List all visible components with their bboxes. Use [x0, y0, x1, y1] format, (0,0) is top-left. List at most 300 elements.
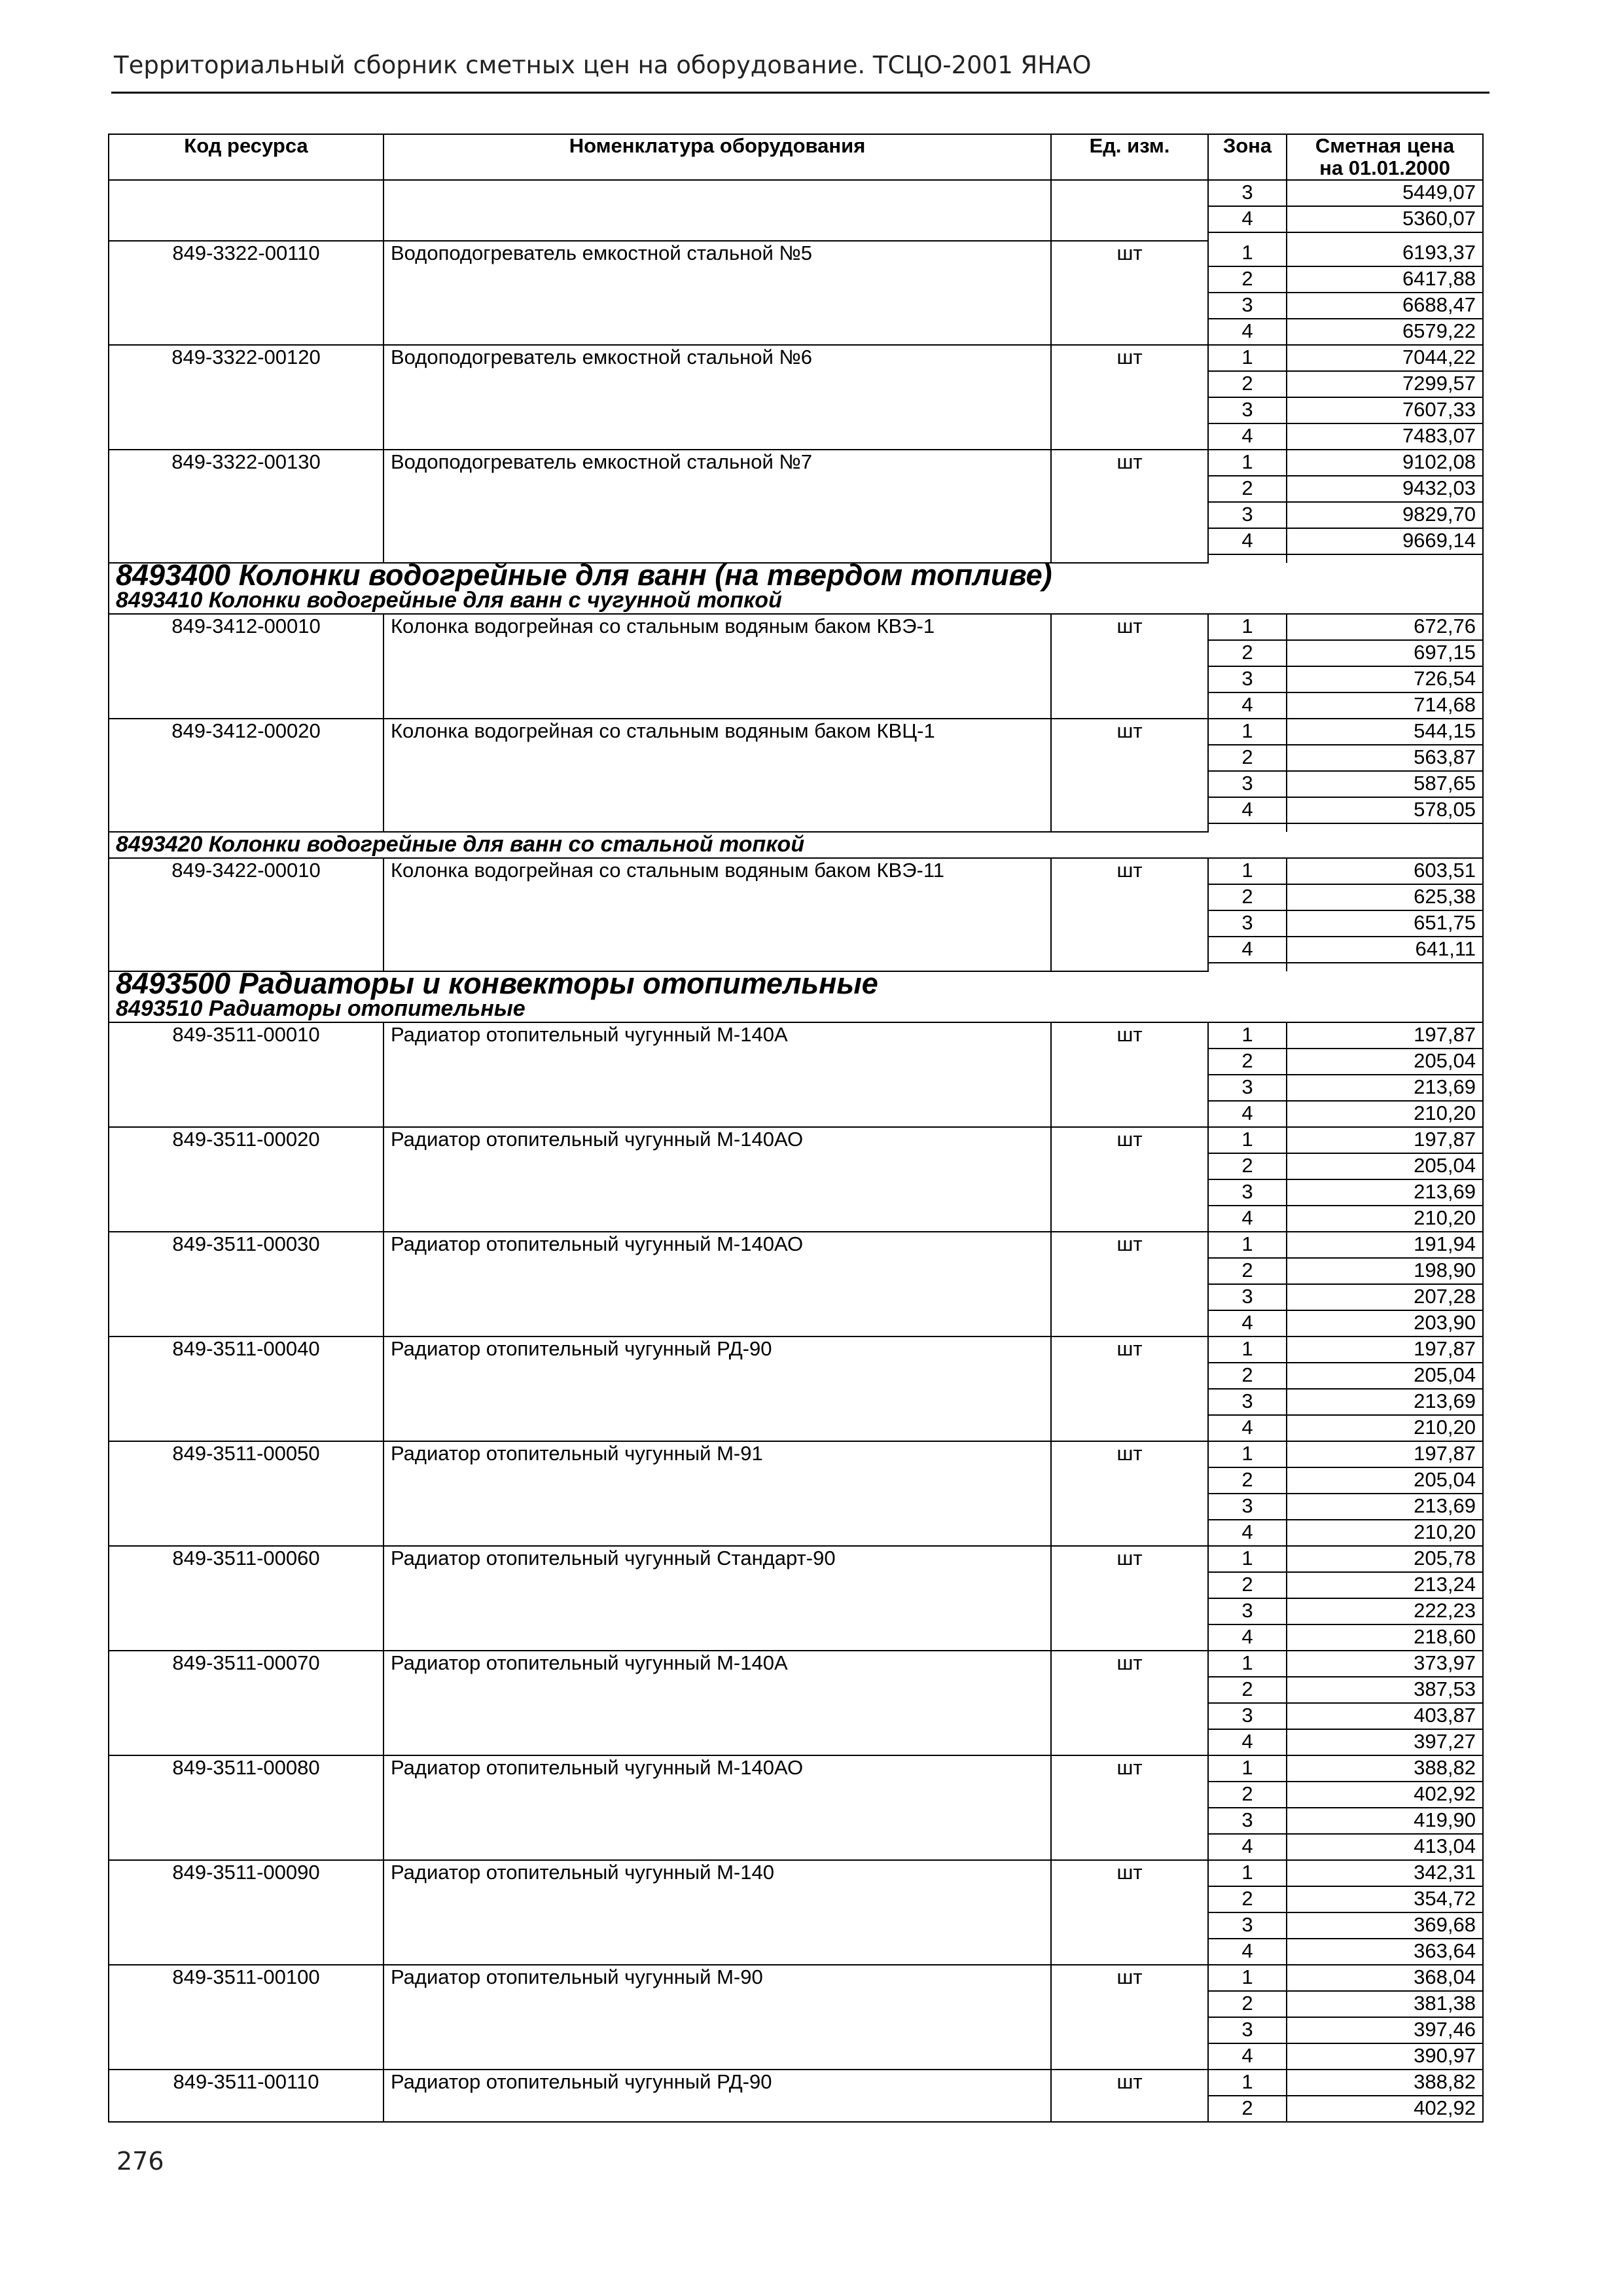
unit-of-measure — [1051, 884, 1208, 910]
zone-value: 4 — [1208, 1415, 1287, 1441]
equipment-name — [383, 1991, 1051, 2017]
unit-of-measure: шт — [1051, 719, 1208, 745]
resource-code: 849-3322-00110 — [109, 241, 383, 266]
equipment-name — [383, 1886, 1051, 1912]
equipment-name — [383, 266, 1051, 293]
subsection-row — [109, 832, 1483, 858]
equipment-name — [383, 1467, 1051, 1494]
price-value: 197,87 — [1287, 1022, 1483, 1049]
table-row — [109, 1598, 1483, 1624]
resource-code — [109, 476, 383, 502]
unit-of-measure — [1051, 1258, 1208, 1284]
table-row — [109, 640, 1483, 666]
spacer-cell — [1208, 554, 1287, 563]
zone-value: 2 — [1208, 1363, 1287, 1389]
equipment-name — [383, 640, 1051, 666]
resource-code — [109, 692, 383, 719]
table-row — [109, 745, 1483, 771]
zone-value: 1 — [1208, 1022, 1287, 1049]
unit-of-measure — [1051, 2096, 1208, 2122]
unit-of-measure — [1051, 937, 1208, 963]
table-body — [109, 180, 1483, 2122]
unit-of-measure: шт — [1051, 1860, 1208, 1886]
zone-value: 4 — [1208, 692, 1287, 719]
resource-code — [109, 1886, 383, 1912]
price-value: 403,87 — [1287, 1703, 1483, 1729]
price-value: 419,90 — [1287, 1808, 1483, 1834]
resource-code — [109, 1363, 383, 1389]
unit-of-measure — [1051, 319, 1208, 345]
price-value: 9829,70 — [1287, 502, 1483, 528]
spacer-cell — [1051, 823, 1208, 832]
resource-code: 849-3511-00020 — [109, 1127, 383, 1153]
unit-of-measure — [1051, 1912, 1208, 1939]
equipment-name — [383, 1049, 1051, 1075]
unit-of-measure — [1051, 1494, 1208, 1520]
equipment-name: Радиатор отопительный чугунный М-140 — [383, 1860, 1051, 1886]
zone-value: 2 — [1208, 884, 1287, 910]
table-row — [109, 206, 1483, 232]
unit-of-measure — [1051, 1075, 1208, 1101]
zone-value: 1 — [1208, 1336, 1287, 1363]
section-row — [109, 563, 1483, 588]
resource-code — [109, 1912, 383, 1939]
equipment-name — [383, 2096, 1051, 2122]
price-value: 388,82 — [1287, 2070, 1483, 2096]
price-value: 210,20 — [1287, 1206, 1483, 1232]
price-value: 390,97 — [1287, 2043, 1483, 2070]
equipment-name — [383, 937, 1051, 963]
resource-code — [109, 1782, 383, 1808]
resource-code — [109, 745, 383, 771]
price-value: 726,54 — [1287, 666, 1483, 692]
subsection-title: 8493510 Радиаторы отопительные — [109, 997, 1483, 1022]
equipment-name — [383, 1494, 1051, 1520]
unit-of-measure — [1051, 371, 1208, 397]
price-value: 6579,22 — [1287, 319, 1483, 345]
resource-code: 849-3511-00060 — [109, 1546, 383, 1572]
table-row — [109, 371, 1483, 397]
spacer-cell — [1287, 823, 1483, 832]
unit-of-measure — [1051, 293, 1208, 319]
equipment-name — [383, 397, 1051, 423]
equipment-name — [383, 692, 1051, 719]
price-value: 9432,03 — [1287, 476, 1483, 502]
resource-code: 849-3322-00120 — [109, 345, 383, 371]
table-row — [109, 1782, 1483, 1808]
table-row — [109, 1389, 1483, 1415]
equipment-name — [383, 1939, 1051, 1965]
resource-code: 849-3511-00030 — [109, 1232, 383, 1258]
price-value: 397,27 — [1287, 1729, 1483, 1755]
equipment-name — [383, 1206, 1051, 1232]
table-row — [109, 423, 1483, 450]
unit-of-measure — [1051, 1939, 1208, 1965]
zone-value: 3 — [1208, 1494, 1287, 1520]
spacer-cell — [1208, 963, 1287, 971]
spacer-cell — [1051, 554, 1208, 563]
zone-value: 2 — [1208, 1782, 1287, 1808]
zone-value: 4 — [1208, 937, 1287, 963]
table-row — [109, 266, 1483, 293]
table-row — [109, 1939, 1483, 1965]
table-row — [109, 910, 1483, 937]
price-value: 191,94 — [1287, 1232, 1483, 1258]
unit-of-measure — [1051, 1467, 1208, 1494]
price-value: 9669,14 — [1287, 528, 1483, 554]
table-row — [109, 1729, 1483, 1755]
zone-value: 3 — [1208, 1703, 1287, 1729]
resource-code — [109, 1520, 383, 1546]
zone-value: 1 — [1208, 1127, 1287, 1153]
table-row — [109, 319, 1483, 345]
resource-code: 849-3412-00010 — [109, 614, 383, 640]
table-row — [109, 1965, 1483, 1991]
unit-of-measure — [1051, 1310, 1208, 1336]
resource-code — [109, 1624, 383, 1651]
unit-of-measure: шт — [1051, 345, 1208, 371]
zone-value: 4 — [1208, 1939, 1287, 1965]
equipment-name — [383, 1075, 1051, 1101]
zone-value: 1 — [1208, 1965, 1287, 1991]
unit-of-measure — [1051, 1049, 1208, 1075]
resource-code — [109, 266, 383, 293]
price-value: 5449,07 — [1287, 180, 1483, 206]
table-row — [109, 241, 1483, 266]
unit-of-measure — [1051, 1886, 1208, 1912]
resource-code: 849-3412-00020 — [109, 719, 383, 745]
price-value: 625,38 — [1287, 884, 1483, 910]
equipment-name — [383, 1284, 1051, 1310]
zone-value: 2 — [1208, 476, 1287, 502]
resource-code: 849-3422-00010 — [109, 858, 383, 884]
equipment-name — [383, 1363, 1051, 1389]
zone-value: 1 — [1208, 1860, 1287, 1886]
equipment-name — [383, 1520, 1051, 1546]
equipment-name — [383, 319, 1051, 345]
zone-value: 3 — [1208, 1179, 1287, 1206]
price-value: 218,60 — [1287, 1624, 1483, 1651]
unit-of-measure — [1051, 771, 1208, 797]
price-value: 210,20 — [1287, 1415, 1483, 1441]
table-row — [109, 1755, 1483, 1782]
unit-of-measure — [1051, 1179, 1208, 1206]
price-value: 603,51 — [1287, 858, 1483, 884]
table-row — [109, 1258, 1483, 1284]
price-value: 402,92 — [1287, 1782, 1483, 1808]
table-row — [109, 692, 1483, 719]
table-row — [109, 1808, 1483, 1834]
equipment-name: Радиатор отопительный чугунный Стандарт-90 — [383, 1546, 1051, 1572]
zone-value: 3 — [1208, 666, 1287, 692]
equipment-name — [383, 666, 1051, 692]
unit-of-measure — [1051, 1991, 1208, 2017]
price-value: 210,20 — [1287, 1520, 1483, 1546]
resource-code: 849-3511-00080 — [109, 1755, 383, 1782]
price-value: 9102,08 — [1287, 450, 1483, 476]
price-value: 544,15 — [1287, 719, 1483, 745]
zone-value: 3 — [1208, 1284, 1287, 1310]
zone-value: 3 — [1208, 1912, 1287, 1939]
resource-code — [109, 1284, 383, 1310]
unit-of-measure: шт — [1051, 1127, 1208, 1153]
equipment-name — [383, 1258, 1051, 1284]
equipment-name — [383, 1834, 1051, 1860]
unit-of-measure — [1051, 1389, 1208, 1415]
table-row — [109, 476, 1483, 502]
column-header-price-line2: на 01.01.2000 — [1319, 156, 1450, 179]
zone-value: 3 — [1208, 2017, 1287, 2043]
equipment-name: Колонка водогрейная со стальным водяным баком КВЭ-11 — [383, 858, 1051, 884]
zone-value: 2 — [1208, 1991, 1287, 2017]
equipment-name — [383, 1389, 1051, 1415]
price-value: 205,04 — [1287, 1363, 1483, 1389]
zone-value: 4 — [1208, 1834, 1287, 1860]
equipment-name — [383, 2017, 1051, 2043]
equipment-name — [383, 1729, 1051, 1755]
table-row — [109, 1049, 1483, 1075]
resource-code — [109, 319, 383, 345]
table-row — [109, 1127, 1483, 1153]
unit-of-measure — [1051, 1153, 1208, 1179]
table-row — [109, 666, 1483, 692]
resource-code — [109, 1808, 383, 1834]
page-header: Территориальный сборник сметных цен на оборудование. ТСЦО-2001 ЯНАО — [114, 51, 1092, 79]
unit-of-measure: шт — [1051, 1441, 1208, 1467]
unit-of-measure — [1051, 1624, 1208, 1651]
resource-code — [109, 1153, 383, 1179]
zone-value: 3 — [1208, 397, 1287, 423]
spacer-cell — [1051, 963, 1208, 971]
resource-code — [109, 1049, 383, 1075]
price-value: 197,87 — [1287, 1336, 1483, 1363]
resource-code — [109, 1729, 383, 1755]
resource-code — [109, 1598, 383, 1624]
resource-code: 849-3511-00110 — [109, 2070, 383, 2096]
zone-value: 1 — [1208, 1441, 1287, 1467]
equipment-name — [383, 745, 1051, 771]
column-header-price — [1287, 134, 1483, 180]
resource-code — [109, 1677, 383, 1703]
resource-code — [109, 1703, 383, 1729]
unit-of-measure — [1051, 1808, 1208, 1834]
equipment-name — [383, 371, 1051, 397]
equipment-name — [383, 910, 1051, 937]
resource-code — [109, 397, 383, 423]
price-value: 5360,07 — [1287, 206, 1483, 232]
equipment-name: Радиатор отопительный чугунный М-90 — [383, 1965, 1051, 1991]
table-row — [109, 1206, 1483, 1232]
resource-code — [109, 937, 383, 963]
column-header-code: Код ресурса — [109, 134, 383, 180]
table-row — [109, 2017, 1483, 2043]
table-row — [109, 884, 1483, 910]
price-value: 197,87 — [1287, 1127, 1483, 1153]
resource-code — [109, 180, 383, 206]
spacer-cell — [109, 232, 383, 241]
unit-of-measure — [1051, 797, 1208, 823]
table-row — [109, 1624, 1483, 1651]
equipment-name: Радиатор отопительный чугунный М-140АО — [383, 1127, 1051, 1153]
resource-code: 849-3511-00100 — [109, 1965, 383, 1991]
table-row-spacer — [109, 232, 1483, 241]
unit-of-measure — [1051, 1363, 1208, 1389]
price-value: 413,04 — [1287, 1834, 1483, 1860]
price-value: 198,90 — [1287, 1258, 1483, 1284]
price-value: 213,69 — [1287, 1494, 1483, 1520]
equipment-name — [383, 1153, 1051, 1179]
zone-value: 1 — [1208, 858, 1287, 884]
unit-of-measure — [1051, 423, 1208, 450]
price-value: 369,68 — [1287, 1912, 1483, 1939]
price-value: 6417,88 — [1287, 266, 1483, 293]
resource-code — [109, 293, 383, 319]
equipment-name — [383, 2043, 1051, 2070]
unit-of-measure — [1051, 476, 1208, 502]
equipment-name: Радиатор отопительный чугунный М-140А — [383, 1022, 1051, 1049]
spacer-cell — [1208, 823, 1287, 832]
unit-of-measure — [1051, 910, 1208, 937]
table-row — [109, 1441, 1483, 1467]
table-row — [109, 502, 1483, 528]
resource-code — [109, 206, 383, 232]
price-value: 342,31 — [1287, 1860, 1483, 1886]
zone-value: 3 — [1208, 771, 1287, 797]
table-row — [109, 293, 1483, 319]
table-row — [109, 2070, 1483, 2096]
table-row-spacer — [109, 823, 1483, 832]
zone-value: 1 — [1208, 1546, 1287, 1572]
equipment-name — [383, 771, 1051, 797]
resource-code — [109, 528, 383, 554]
resource-code — [109, 1939, 383, 1965]
unit-of-measure: шт — [1051, 2070, 1208, 2096]
resource-code — [109, 1991, 383, 2017]
zone-value: 1 — [1208, 1755, 1287, 1782]
resource-code — [109, 1075, 383, 1101]
unit-of-measure: шт — [1051, 241, 1208, 266]
equipment-name: Радиатор отопительный чугунный М-140АО — [383, 1755, 1051, 1782]
zone-value: 2 — [1208, 371, 1287, 397]
equipment-name: Колонка водогрейная со стальным водяным баком КВЭ-1 — [383, 614, 1051, 640]
equipment-name — [383, 1310, 1051, 1336]
table-row — [109, 1363, 1483, 1389]
unit-of-measure: шт — [1051, 614, 1208, 640]
zone-value: 4 — [1208, 206, 1287, 232]
unit-of-measure — [1051, 2017, 1208, 2043]
equipment-name: Радиатор отопительный чугунный М-140АО — [383, 1232, 1051, 1258]
resource-code — [109, 771, 383, 797]
table-header-row — [109, 134, 1483, 180]
unit-of-measure — [1051, 745, 1208, 771]
table-row — [109, 1415, 1483, 1441]
price-value: 563,87 — [1287, 745, 1483, 771]
unit-of-measure — [1051, 397, 1208, 423]
unit-of-measure — [1051, 1703, 1208, 1729]
unit-of-measure — [1051, 180, 1208, 206]
spacer-cell — [383, 823, 1051, 832]
unit-of-measure — [1051, 666, 1208, 692]
price-value: 205,04 — [1287, 1049, 1483, 1075]
unit-of-measure: шт — [1051, 1546, 1208, 1572]
unit-of-measure — [1051, 1284, 1208, 1310]
equipment-name — [383, 1415, 1051, 1441]
resource-code — [109, 1572, 383, 1598]
equipment-name — [383, 1677, 1051, 1703]
resource-code: 849-3511-00090 — [109, 1860, 383, 1886]
table-row — [109, 719, 1483, 745]
equipment-name: Водоподогреватель емкостной стальной №6 — [383, 345, 1051, 371]
resource-code — [109, 1179, 383, 1206]
zone-value: 4 — [1208, 1520, 1287, 1546]
table-row — [109, 1179, 1483, 1206]
price-value: 363,64 — [1287, 1939, 1483, 1965]
equipment-name — [383, 1572, 1051, 1598]
price-value: 213,69 — [1287, 1075, 1483, 1101]
price-value: 6193,37 — [1287, 241, 1483, 266]
unit-of-measure — [1051, 1520, 1208, 1546]
zone-value: 1 — [1208, 1232, 1287, 1258]
resource-code — [109, 640, 383, 666]
table-row — [109, 1834, 1483, 1860]
price-value: 7607,33 — [1287, 397, 1483, 423]
resource-code — [109, 2043, 383, 2070]
unit-of-measure — [1051, 1598, 1208, 1624]
equipment-name: Радиатор отопительный чугунный М-140А — [383, 1651, 1051, 1677]
zone-value: 2 — [1208, 266, 1287, 293]
spacer-cell — [1287, 554, 1483, 563]
price-value: 368,04 — [1287, 1965, 1483, 1991]
price-value: 7299,57 — [1287, 371, 1483, 397]
spacer-cell — [1051, 232, 1208, 241]
table-row — [109, 528, 1483, 554]
price-value: 7483,07 — [1287, 423, 1483, 450]
resource-code — [109, 666, 383, 692]
table-row — [109, 797, 1483, 823]
price-value: 587,65 — [1287, 771, 1483, 797]
price-value: 222,23 — [1287, 1598, 1483, 1624]
equipment-name — [383, 884, 1051, 910]
equipment-name — [383, 1624, 1051, 1651]
price-value: 7044,22 — [1287, 345, 1483, 371]
column-header-zone: Зона — [1208, 134, 1287, 180]
resource-code — [109, 1310, 383, 1336]
zone-value: 3 — [1208, 293, 1287, 319]
unit-of-measure: шт — [1051, 1965, 1208, 1991]
unit-of-measure: шт — [1051, 450, 1208, 476]
equipment-name: Радиатор отопительный чугунный РД-90 — [383, 1336, 1051, 1363]
zone-value: 1 — [1208, 2070, 1287, 2096]
unit-of-measure — [1051, 528, 1208, 554]
zone-value: 2 — [1208, 640, 1287, 666]
price-value: 213,24 — [1287, 1572, 1483, 1598]
zone-value: 4 — [1208, 1310, 1287, 1336]
section-row — [109, 971, 1483, 997]
column-header-name: Номенклатура оборудования — [383, 134, 1051, 180]
table-row — [109, 1651, 1483, 1677]
equipment-name: Радиатор отопительный чугунный М-91 — [383, 1441, 1051, 1467]
zone-value: 4 — [1208, 1206, 1287, 1232]
equipment-name — [383, 206, 1051, 232]
zone-value: 4 — [1208, 319, 1287, 345]
resource-code: 849-3511-00040 — [109, 1336, 383, 1363]
equipment-name: Колонка водогрейная со стальным водяным баком КВЦ-1 — [383, 719, 1051, 745]
table-row — [109, 1703, 1483, 1729]
resource-code — [109, 2017, 383, 2043]
equipment-name — [383, 1598, 1051, 1624]
zone-value: 4 — [1208, 797, 1287, 823]
unit-of-measure: шт — [1051, 1232, 1208, 1258]
